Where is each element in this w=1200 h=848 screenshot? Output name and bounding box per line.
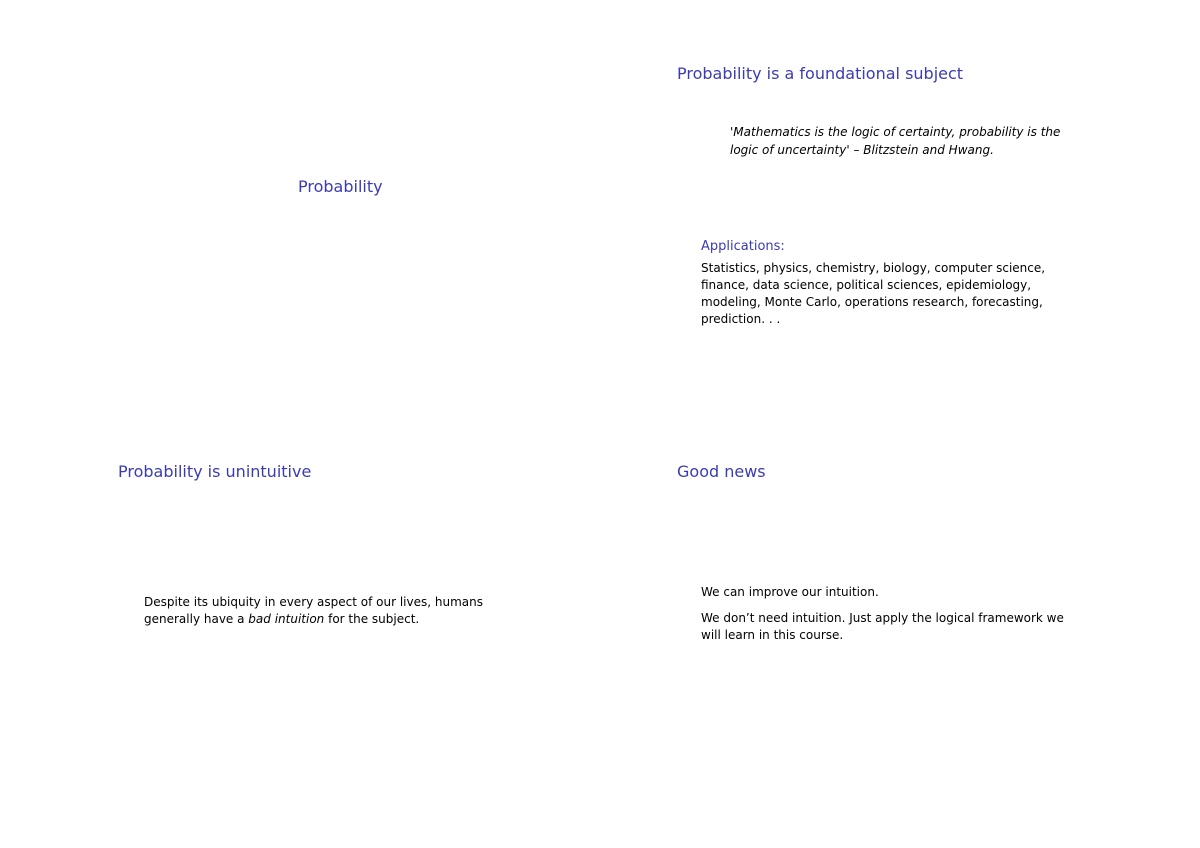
applications-heading: Applications:: [701, 239, 785, 254]
slide-unintuitive: [40, 440, 600, 830]
good-news-paragraph-1: We can improve our intuition.: [701, 585, 879, 599]
slide-4-title: Good news: [677, 462, 766, 481]
slide-title: [40, 40, 600, 430]
slide-3-body-emphasis: bad intuition: [248, 612, 325, 626]
slide-2-quote: 'Mathematics is the logic of certainty, probability is the logic of uncertainty' – Blitzstein and Hwang.: [730, 125, 1061, 157]
good-news-paragraph-2: We don’t need intuition. Just apply the logical framework we will learn in this course.: [701, 611, 1064, 642]
slide-3-title: Probability is unintuitive: [118, 462, 312, 481]
slide-3-body-end: for the subject.: [324, 612, 420, 626]
slide-foundational: [600, 40, 1160, 430]
applications-list: Statistics, physics, chemistry, biology, computer science, finance, data science, political sciences, epidemiology, modeling, Monte Carlo, operations research, forecasting, prediction. . .: [701, 261, 1046, 326]
slide-3-body: [144, 594, 534, 628]
slide-good-news: [600, 440, 1160, 830]
slide-3-body-start: Despite its ubiquity in every aspect of our lives, humans generally have a: [144, 595, 483, 626]
slide-2-title: Probability is a foundational subject: [677, 64, 964, 83]
slide-1-title: Probability: [298, 177, 383, 196]
